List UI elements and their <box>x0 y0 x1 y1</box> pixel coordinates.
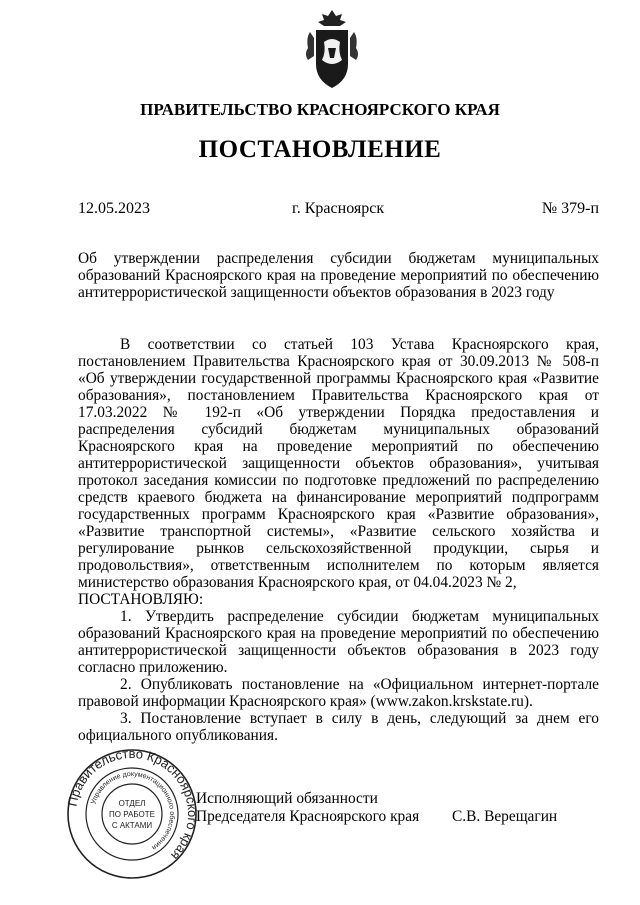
document-city: г. Красноярск <box>292 200 385 217</box>
document-subject: Об утверждении распределения субсидии бюджетам муниципальных образований Красноярского края на проведение мероприятий по обеспечению антитеррористической защищенности объектов образования в 2023 году <box>78 250 599 301</box>
document-type: ПОСТАНОВЛЕНИЕ <box>198 136 442 163</box>
signature-position-line1: Исполняющий обязанности <box>196 790 378 807</box>
signature-block <box>196 790 419 826</box>
preamble-paragraph: В соответствии со статьей 103 Устава Красноярского края, постановлением Правительства Красноярского края от 30.09.2013 № 508-п «Об утверждении государственной программы Красноярского края «Развитие образования», постановлением Правительства Красноярского края от 17.03.2022 № 192-п «Об утверждении Порядка предоставления и распределения субсидий бюджетам муниципальных образований Красноярского края на проведение мероприятий по обеспечению антитеррористической защищенности объектов образования», учитывая протокол заседания комиссии по подготовке предложений по распределению средств краевого бюджета на финансирование мероприятий подпрограмм государственных программ Красноярского края «Развитие образования», «Развитие транспортной системы», «Развитие сельского хозяйства и регулирование рынков сельскохозяйственной продукции, сырья и продовольствия», ответственным исполнителем по которым является министерство образования Красноярского края, от 04.04.2023 № 2, <box>78 336 599 591</box>
item-3-paragraph: 3. Постановление вступает в силу в день, следующий за днем его официального опубликования. <box>78 710 599 744</box>
stamp-center-line1: ОТДЕЛ <box>118 799 146 808</box>
item-2-paragraph: 2. Опубликовать постановление на «Официальном интернет-портале правовой информации Красноярского края» (www.zakon.krskstate.ru). <box>78 676 599 710</box>
decree-word: ПОСТАНОВЛЯЮ: <box>78 591 204 608</box>
signature-position-line2: Председателя Красноярского края <box>196 808 420 825</box>
official-stamp <box>64 746 200 882</box>
stamp-outer-text: Правительство Красноярского края <box>64 746 200 864</box>
stamp-center-line2: ПО РАБОТЕ <box>109 810 155 819</box>
document-date: 12.05.2023 <box>78 200 150 217</box>
document-meta <box>78 200 599 220</box>
document-number: № 379-п <box>541 200 599 217</box>
coat-of-arms-emblem <box>300 8 364 92</box>
stamp-center-line3: С АКТАМИ <box>111 821 153 830</box>
document-body <box>78 336 599 744</box>
stamp-inner-text: Управление документационного обеспечения <box>90 770 176 851</box>
item-1-paragraph: 1. Утвердить распределение субсидии бюджетам муниципальных образований Красноярского края на проведение мероприятий по обеспечению антитеррористической защищенности объектов образования в 2023 году согласно приложению. <box>78 608 599 676</box>
signer-name: С.В. Верещагин <box>452 808 558 825</box>
organization-title: ПРАВИТЕЛЬСТВО КРАСНОЯРСКОГО КРАЯ <box>140 100 500 119</box>
